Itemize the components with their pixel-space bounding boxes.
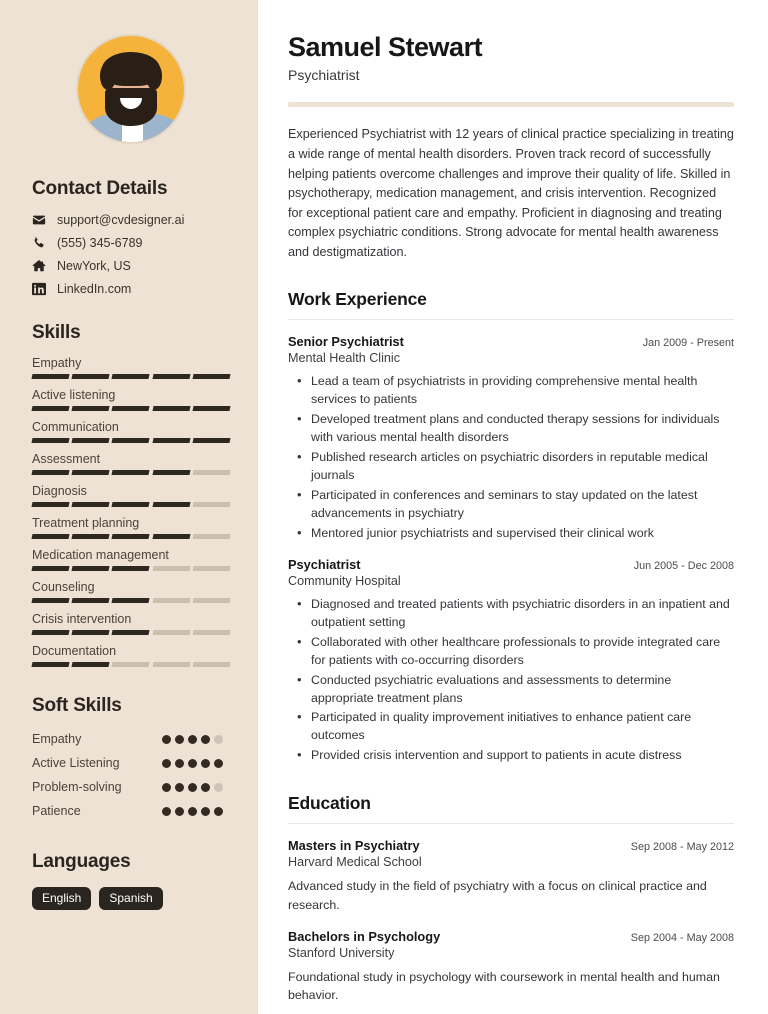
- soft-skill-row: [32, 729, 230, 749]
- list-item: • Diagnosed and treated patients with psychiatric disorders in an inpatient and outpatient setting: [288, 596, 734, 632]
- work-entry: [288, 334, 734, 543]
- entry-header: [288, 929, 734, 944]
- skill-item: [32, 580, 230, 603]
- skill-level-bar: [32, 566, 230, 571]
- soft-skills-list: [32, 729, 230, 821]
- job-responsibilities: [288, 596, 734, 766]
- skill-level-bar: [32, 438, 230, 443]
- rating-dot: [201, 735, 210, 744]
- entry-header: [288, 334, 734, 349]
- skill-item: [32, 356, 230, 379]
- skill-level-bar: [32, 662, 230, 667]
- rating-dot: [214, 807, 223, 816]
- skill-bar-segment: [152, 438, 190, 443]
- job-responsibilities: [288, 373, 734, 543]
- soft-skill-row: [32, 777, 230, 797]
- skill-bar-segment: [152, 630, 190, 635]
- rating-dot: [162, 735, 171, 744]
- skill-bar-segment: [192, 406, 230, 411]
- list-item: • Published research articles on psychiatric disorders in reputable medical journals: [288, 449, 734, 485]
- skill-bar-segment: [72, 630, 110, 635]
- soft-skill-label: Patience: [32, 804, 81, 818]
- soft-skill-row: [32, 801, 230, 821]
- skill-bar-segment: [192, 470, 230, 475]
- skill-bar-segment: [112, 438, 150, 443]
- skill-level-bar: [32, 598, 230, 603]
- professional-summary: Experienced Psychiatrist with 12 years of clinical practice specializing in treating a wide range of mental health disorders. Proven track record of successfully helping patients overcome challenges and improve their quality of life. Skilled in psychotherapy, medication management, and crisis intervention. Recognized for exceptional patient care and empathy. Proficient in diagnosing and treating complex psychiatric conditions. Strong advocate for mental health awareness and destigmatization.: [288, 127, 734, 260]
- skill-label: Assessment: [32, 452, 101, 466]
- skill-bar-segment: [72, 374, 110, 379]
- skill-level-bar: [32, 406, 230, 411]
- skill-bar-segment: [31, 502, 69, 507]
- skill-label: Communication: [32, 420, 119, 434]
- skill-bar-segment: [72, 406, 110, 411]
- list-item: • Lead a team of psychiatrists in providing comprehensive mental health services to patients: [288, 373, 734, 409]
- language-tag[interactable]: English: [32, 887, 91, 910]
- skill-bar-segment: [192, 534, 230, 539]
- phone-icon: [32, 236, 46, 250]
- rating-dot: [175, 759, 184, 768]
- rating-dot: [214, 735, 223, 744]
- soft-skill-rating: [162, 759, 230, 768]
- skill-bar-segment: [31, 406, 69, 411]
- list-item: • Participated in conferences and seminars to stay updated on the latest advancements in psychiatry: [288, 487, 734, 523]
- rating-dot: [175, 735, 184, 744]
- page-title: Samuel Stewart: [288, 32, 483, 62]
- list-item: • Participated in quality improvement initiatives to enhance patient care outcomes: [288, 709, 734, 745]
- job-title: Psychiatrist: [288, 556, 361, 572]
- skills-heading: Skills: [32, 322, 81, 343]
- skill-item: [32, 388, 230, 411]
- header-divider: [288, 102, 734, 107]
- contact-item-email[interactable]: [32, 213, 230, 227]
- skill-bar-segment: [72, 598, 110, 603]
- skill-item: [32, 644, 230, 667]
- skill-bar-segment: [72, 502, 110, 507]
- skill-bar-segment: [31, 630, 69, 635]
- list-item: • Provided crisis intervention and support to patients in acute distress: [288, 747, 734, 765]
- rating-dot: [162, 759, 171, 768]
- skill-bar-segment: [192, 438, 230, 443]
- language-tag[interactable]: Spanish: [99, 887, 162, 910]
- skill-level-bar: [32, 502, 230, 507]
- job-title: Senior Psychiatrist: [288, 333, 404, 349]
- skill-item: [32, 612, 230, 635]
- entry-header: [288, 557, 734, 572]
- skill-bar-segment: [112, 406, 150, 411]
- skill-bar-segment: [112, 374, 150, 379]
- skill-level-bar: [32, 534, 230, 539]
- skill-bar-segment: [31, 662, 69, 667]
- education-description: Advanced study in the field of psychiatry with a focus on clinical practice and research.: [288, 879, 707, 913]
- institution-name: Harvard Medical School: [288, 855, 422, 870]
- soft-skill-rating: [162, 783, 230, 792]
- list-item: • Collaborated with other healthcare professionals to provide integrated care for patients with co-occurring disorders: [288, 634, 734, 670]
- list-item: • Mentored junior psychiatrists and supervised their clinical work: [288, 525, 734, 543]
- contact-linkedin-text: LinkedIn.com: [57, 282, 132, 296]
- skills-list: [32, 356, 230, 667]
- skill-level-bar: [32, 630, 230, 635]
- section-divider: [288, 319, 734, 320]
- rating-dot: [201, 759, 210, 768]
- home-icon: [32, 259, 46, 273]
- rating-dot: [201, 807, 210, 816]
- skill-bar-segment: [152, 502, 190, 507]
- skill-bar-segment: [112, 470, 150, 475]
- contact-item-linkedin[interactable]: [32, 282, 230, 296]
- contact-location-text: NewYork, US: [57, 259, 131, 273]
- skill-bar-segment: [31, 438, 69, 443]
- list-item: • Developed treatment plans and conducted therapy sessions for individuals with various mental health disorders: [288, 411, 734, 447]
- avatar-photo: [78, 36, 184, 142]
- skill-label: Crisis intervention: [32, 612, 132, 626]
- education-heading: Education: [288, 793, 371, 814]
- avatar: [76, 34, 186, 144]
- skill-bar-segment: [72, 662, 110, 667]
- soft-skill-rating: [162, 807, 230, 816]
- skill-bar-segment: [31, 566, 69, 571]
- skill-item: [32, 516, 230, 539]
- skill-bar-segment: [112, 598, 150, 603]
- skill-label: Medication management: [32, 548, 169, 562]
- skill-label: Active listening: [32, 388, 116, 402]
- skill-bar-segment: [192, 566, 230, 571]
- education-entry: [288, 838, 734, 914]
- contact-details-heading: Contact Details: [32, 178, 168, 199]
- skill-bar-segment: [31, 374, 69, 379]
- work-entry: [288, 557, 734, 766]
- skill-item: [32, 548, 230, 571]
- employer-name: Mental Health Clinic: [288, 350, 400, 365]
- languages-list: [32, 887, 230, 910]
- linkedin-icon: [32, 282, 46, 296]
- soft-skill-row: [32, 753, 230, 773]
- languages-heading: Languages: [32, 851, 131, 872]
- degree-date-range: Sep 2004 - May 2008: [630, 931, 734, 944]
- work-experience-list: [288, 334, 734, 766]
- employer-name: Community Hospital: [288, 573, 401, 588]
- skill-bar-segment: [72, 566, 110, 571]
- contact-item-phone[interactable]: [32, 236, 230, 250]
- skill-bar-segment: [192, 502, 230, 507]
- list-item: • Conducted psychiatric evaluations and assessments to determine appropriate treatment plans: [288, 672, 734, 708]
- rating-dot: [188, 735, 197, 744]
- skill-bar-segment: [112, 662, 150, 667]
- rating-dot: [175, 807, 184, 816]
- skill-label: Treatment planning: [32, 516, 140, 530]
- soft-skill-rating: [162, 735, 230, 744]
- skill-bar-segment: [152, 598, 190, 603]
- skill-bar-segment: [192, 374, 230, 379]
- soft-skill-label: Empathy: [32, 732, 82, 746]
- skill-bar-segment: [192, 662, 230, 667]
- rating-dot: [201, 783, 210, 792]
- envelope-icon: [32, 213, 46, 227]
- education-list: [288, 838, 734, 1004]
- skill-item: [32, 484, 230, 507]
- skill-bar-segment: [31, 470, 69, 475]
- rating-dot: [188, 783, 197, 792]
- contact-list: [32, 213, 230, 296]
- skill-level-bar: [32, 374, 230, 379]
- skill-label: Documentation: [32, 644, 117, 658]
- skill-bar-segment: [192, 598, 230, 603]
- contact-phone-text: (555) 345-6789: [57, 236, 143, 250]
- skill-bar-segment: [112, 630, 150, 635]
- rating-dot: [214, 759, 223, 768]
- skill-bar-segment: [152, 566, 190, 571]
- rating-dot: [162, 807, 171, 816]
- skill-bar-segment: [152, 534, 190, 539]
- degree-date-range: Sep 2008 - May 2012: [630, 841, 734, 854]
- soft-skills-heading: Soft Skills: [32, 695, 122, 716]
- section-divider: [288, 823, 734, 824]
- education-entry: [288, 929, 734, 1005]
- job-date-range: Jan 2009 - Present: [642, 336, 734, 349]
- sidebar: [0, 0, 258, 1014]
- skill-bar-segment: [152, 470, 190, 475]
- skill-item: [32, 452, 230, 475]
- entry-header: [288, 838, 734, 853]
- contact-email-text: support@cvdesigner.ai: [57, 213, 185, 227]
- contact-item-location[interactable]: [32, 259, 230, 273]
- skill-label: Empathy: [32, 356, 82, 370]
- rating-dot: [188, 807, 197, 816]
- rating-dot: [162, 783, 171, 792]
- institution-name: Stanford University: [288, 945, 395, 960]
- main-content: [258, 0, 768, 1014]
- skill-bar-segment: [31, 534, 69, 539]
- degree-title: Bachelors in Psychology: [288, 928, 441, 944]
- skill-bar-segment: [112, 566, 150, 571]
- job-role: Psychiatrist: [288, 67, 360, 84]
- skill-bar-segment: [72, 470, 110, 475]
- degree-title: Masters in Psychiatry: [288, 838, 420, 854]
- job-date-range: Jun 2005 - Dec 2008: [633, 559, 734, 572]
- skill-item: [32, 420, 230, 443]
- skill-bar-segment: [152, 374, 190, 379]
- soft-skill-label: Problem-solving: [32, 780, 122, 794]
- skill-bar-segment: [192, 630, 230, 635]
- skill-level-bar: [32, 470, 230, 475]
- skill-bar-segment: [72, 534, 110, 539]
- skill-bar-segment: [31, 598, 69, 603]
- rating-dot: [214, 783, 223, 792]
- rating-dot: [175, 783, 184, 792]
- skill-bar-segment: [72, 438, 110, 443]
- skill-bar-segment: [112, 534, 150, 539]
- skill-bar-segment: [152, 662, 190, 667]
- soft-skill-label: Active Listening: [32, 756, 120, 770]
- work-experience-heading: Work Experience: [288, 288, 427, 309]
- skill-bar-segment: [152, 406, 190, 411]
- rating-dot: [188, 759, 197, 768]
- skill-label: Counseling: [32, 580, 95, 594]
- skill-bar-segment: [112, 502, 150, 507]
- education-description: Foundational study in psychology with coursework in mental health and human behavior.: [288, 969, 720, 1003]
- skill-label: Diagnosis: [32, 484, 87, 498]
